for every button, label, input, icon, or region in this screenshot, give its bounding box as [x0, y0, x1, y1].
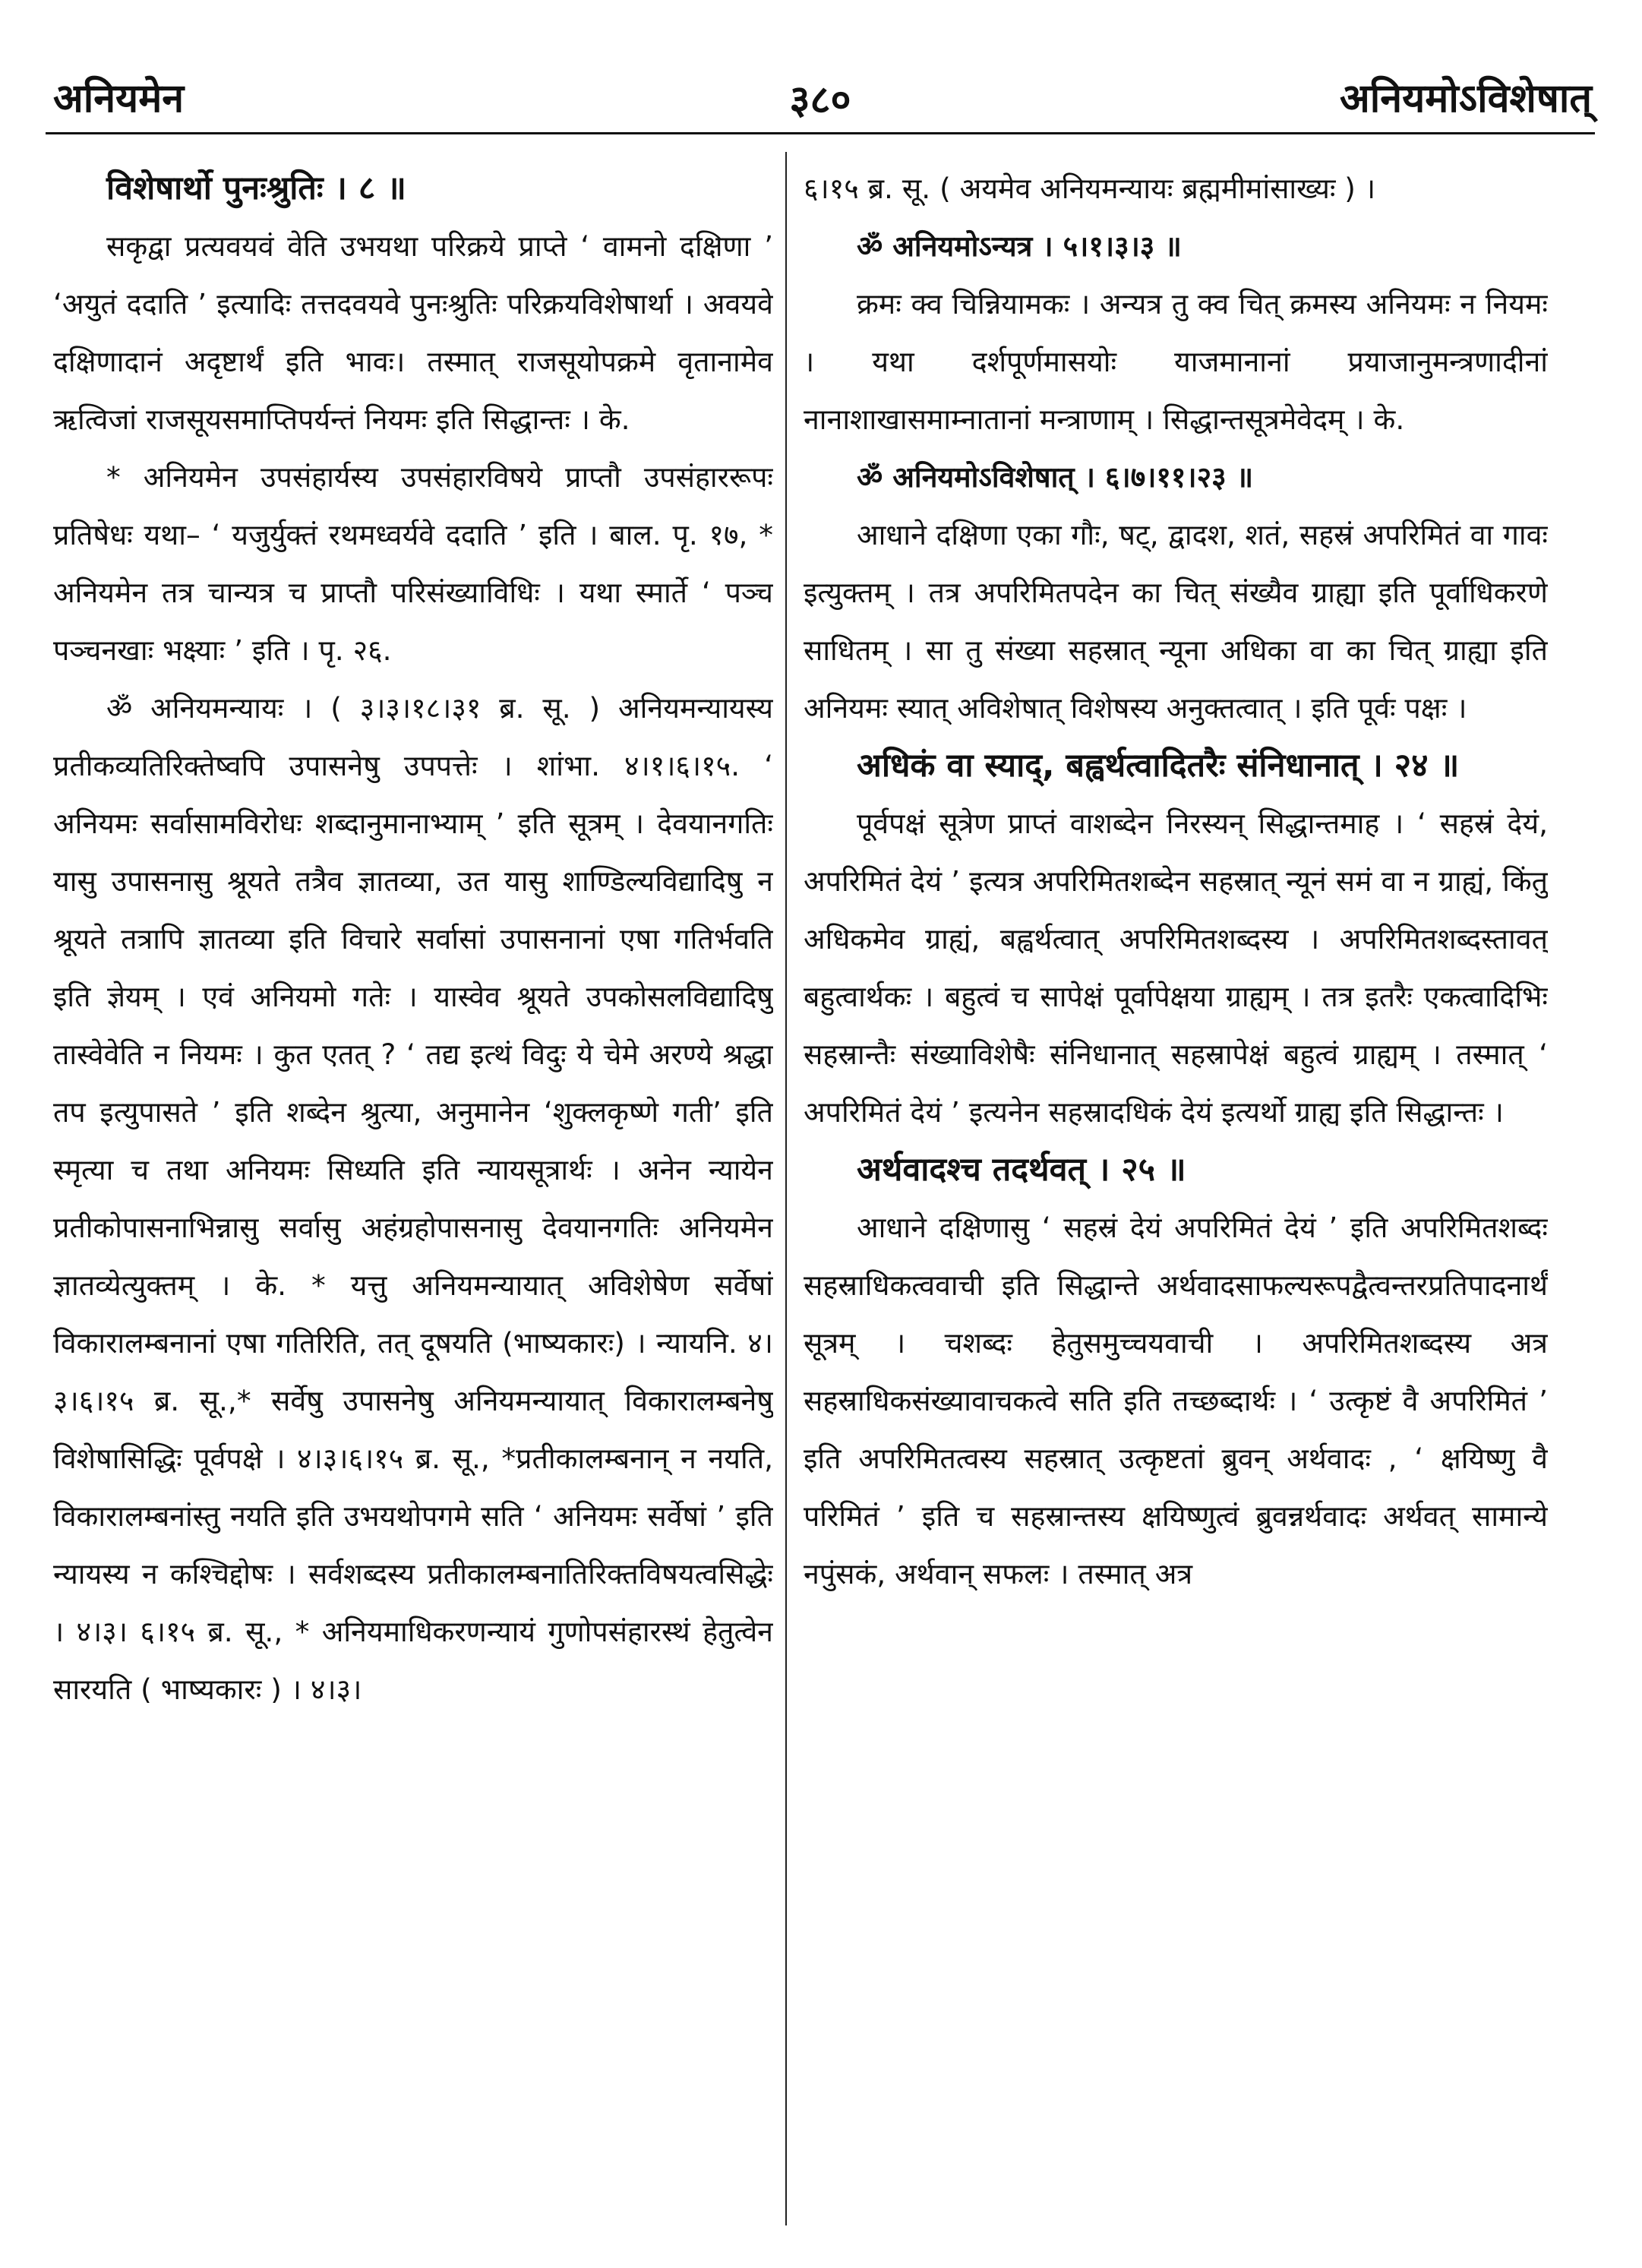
column-divider	[785, 152, 787, 2225]
paragraph: सकृद्वा प्रत्यवयवं वेति उभयथा परिक्रये प्राप्ते ‘ वामनो दक्षिणा ’ ‘अयुतं ददाति ’ इत्यादिः तत्तदवयवे पुनःश्रुतिः परिक्रयविशेषार्था । अवयवे दक्षिणादानं अदृष्टार्थं इति भावः। तस्मात् राजसूयोपक्रमे वृतानामेव ऋत्विजां राजसूयसमाप्तिपर्यन्तं नियमः इति सिद्धान्तः । के.	[53, 229, 773, 436]
paragraph: क्रमः क्व चिन्नियामकः । अन्यत्र तु क्व चित् क्रमस्य अनियमः न नियमः । यथा दर्शपूर्णमासयोः याजमानानां प्रयाजानुमन्त्रणादीनां नानाशाखासमाम्नातानां मन्त्राणाम् । सिद्धान्तसूत्रमेवेदम् । के.	[804, 287, 1548, 436]
running-head-left: अनियमेन	[53, 76, 185, 122]
page-header	[46, 62, 1595, 134]
right-column	[804, 160, 1548, 2210]
paragraph: ६।१५ ब्र. सू. ( अयमेव अनियमन्यायः ब्रह्ममीमांसाख्यः ) ।	[804, 172, 1376, 205]
running-head-right: अनियमोऽविशेषात्	[1340, 76, 1592, 122]
entry-heading: ॐ अनियमोऽविशेषात् । ६।७।११।२३ ॥	[857, 460, 1254, 494]
sutra-heading: अधिकं वा स्याद्, बह्वर्थत्वादितरैः संनिधानात् । २४ ॥	[857, 747, 1460, 785]
left-column	[53, 160, 773, 2210]
paragraph: आधाने दक्षिणासु ‘ सहस्रं देयं अपरिमितं देयं ’ इति अपरिमितशब्दः सहस्राधिकत्ववाची इति सिद्धान्ते अर्थवादसाफल्यरूपद्वैत्वन्तरप्रतिपादनार्थं सूत्रम् । चशब्दः हेतुसमुच्चयवाची । अपरिमितशब्दस्य अत्र सहस्राधिकसंख्यावाचकत्वे सति इति तच्छब्दार्थः । ‘ उत्कृष्टं वै अपरिमितं ’ इति अपरिमितत्वस्य सहस्रात् उत्कृष्टतां ब्रुवन् अर्थवादः , ‘ क्षयिष्णु वै परिमितं ’ इति च सहस्रान्तस्य क्षयिष्णुत्वं ब्रुवन्नर्थवादः अर्थवत् सामान्ये नपुंसकं, अर्थवान् सफलः । तस्मात् अत्र	[804, 1211, 1548, 1590]
sutra-heading: अर्थवादश्च तदर्थवत् । २५ ॥	[857, 1151, 1186, 1189]
paragraph: ॐ अनियमन्यायः । ( ३।३।१८।३१ ब्र. सू. ) अनियमन्यायस्य प्रतीकव्यतिरिक्तेष्वपि उपासनेषु उपपत्तेः । शांभा. ४।१।६।१५. ‘ अनियमः सर्वासामविरोधः शब्दानुमानाभ्याम् ’ इति सूत्रम् । देवयानगतिः यासु उपासनासु श्रूयते तत्रैव ज्ञातव्या, उत यासु शाण्डिल्यविद्यादिषु न श्रूयते तत्रापि ज्ञातव्या इति विचारे सर्वासां उपासनानां एषा गतिर्भवति इति ज्ञेयम् । एवं अनियमो गतेः । यास्वेव श्रूयते उपकोसलविद्यादिषु तास्वेवेति न नियमः । कुत एतत् ? ‘ तद्य इत्थं विदुः ये चेमे अरण्ये श्रद्धा तप इत्युपासते ’ इति शब्देन श्रुत्या, अनुमानेन ‘शुक्लकृष्णे गती’ इति स्मृत्या च तथा अनियमः सिध्यति इति न्यायसूत्रार्थः । अनेन न्यायेन प्रतीकोपासनाभिन्नासु सर्वासु अहंग्रहोपासनासु देवयानगतिः अनियमेन ज्ञातव्येत्युक्तम् । के. * यत्तु अनियमन्यायात् अविशेषेण सर्वेषां विकारालम्बनानां एषा गतिरिति, तत् दूषयति (भाष्यकारः) । न्यायनि. ४।३।६।१५ ब्र. सू.,* सर्वेषु उपासनेषु अनियमन्यायात् विकारालम्बनेषु विशेषासिद्धिः पूर्वपक्षे । ४।३।६।१५ ब्र. सू., *प्रतीकालम्बनान् न नयति, विकारालम्बनांस्तु नयति इति उभयथोपगमे सति ‘ अनियमः सर्वेषां ’ इति न्यायस्य न कश्चिद्दोषः । सर्वशब्दस्य प्रतीकालम्बनातिरिक्तविषयत्वसिद्धेः । ४।३। ६।१५ ब्र. सू., * अनियमाधिकरणन्यायं गुणोपसंहारस्थं हेतुत्वेन सारयति ( भाष्यकारः ) । ४।३।	[53, 691, 773, 1706]
paragraph: * अनियमेन उपसंहार्यस्य उपसंहारविषये प्राप्तौ उपसंहाररूपः प्रतिषेधः यथा– ‘ यजुर्युक्तं रथमध्वर्यवे ददाति ’ इति । बाल. पृ. १७, * अनियमेन तत्र चान्यत्र च प्राप्तौ परिसंख्याविधिः । यथा स्मार्ते ‘ पञ्च पञ्चनखाः भक्ष्याः ’ इति । पृ. २६.	[53, 460, 773, 667]
entry-heading: ॐ अनियमोऽन्यत्र । ५।१।३।३ ॥	[857, 229, 1182, 263]
paragraph: पूर्वपक्षं सूत्रेण प्राप्तं वाशब्देन निरस्यन् सिद्धान्तमाह । ‘ सहस्रं देयं, अपरिमितं देयं ’ इत्यत्र अपरिमितशब्देन सहस्रात् न्यूनं समं वा न ग्राह्यं, किंतु अधिकमेव ग्राह्यं, बह्वर्थत्वात् अपरिमितशब्दस्य । अपरिमितशब्दस्तावत् बहुत्वार्थकः । बहुत्वं च सापेक्षं पूर्वापेक्षया ग्राह्यम् । तत्र इतरैः एकत्वादिभिः सहस्रान्तैः संख्याविशेषैः संनिधानात् सहस्रापेक्षं बहुत्वं ग्राह्यम् । तस्मात् ‘ अपरिमितं देयं ’ इत्यनेन सहस्रादधिकं देयं इत्यर्थो ग्राह्य इति सिद्धान्तः ।	[804, 807, 1548, 1129]
page-number: ३८०	[789, 77, 851, 123]
sutra-heading: विशेषार्थो पुनःश्रुतिः । ८ ॥	[106, 169, 406, 207]
paragraph: आधाने दक्षिणा एका गौः, षट्, द्वादश, शतं, सहस्रं अपरिमितं वा गावः इत्युक्तम् । तत्र अपरिमितपदेन का चित् संख्यैव ग्राह्या इति पूर्वाधिकरणे साधितम् । सा तु संख्या सहस्रात् न्यूना अधिका वा का चित् ग्राह्या इति अनियमः स्यात् अविशेषात् विशेषस्य अनुक्तत्वात् । इति पूर्वः पक्षः ।	[804, 518, 1548, 725]
